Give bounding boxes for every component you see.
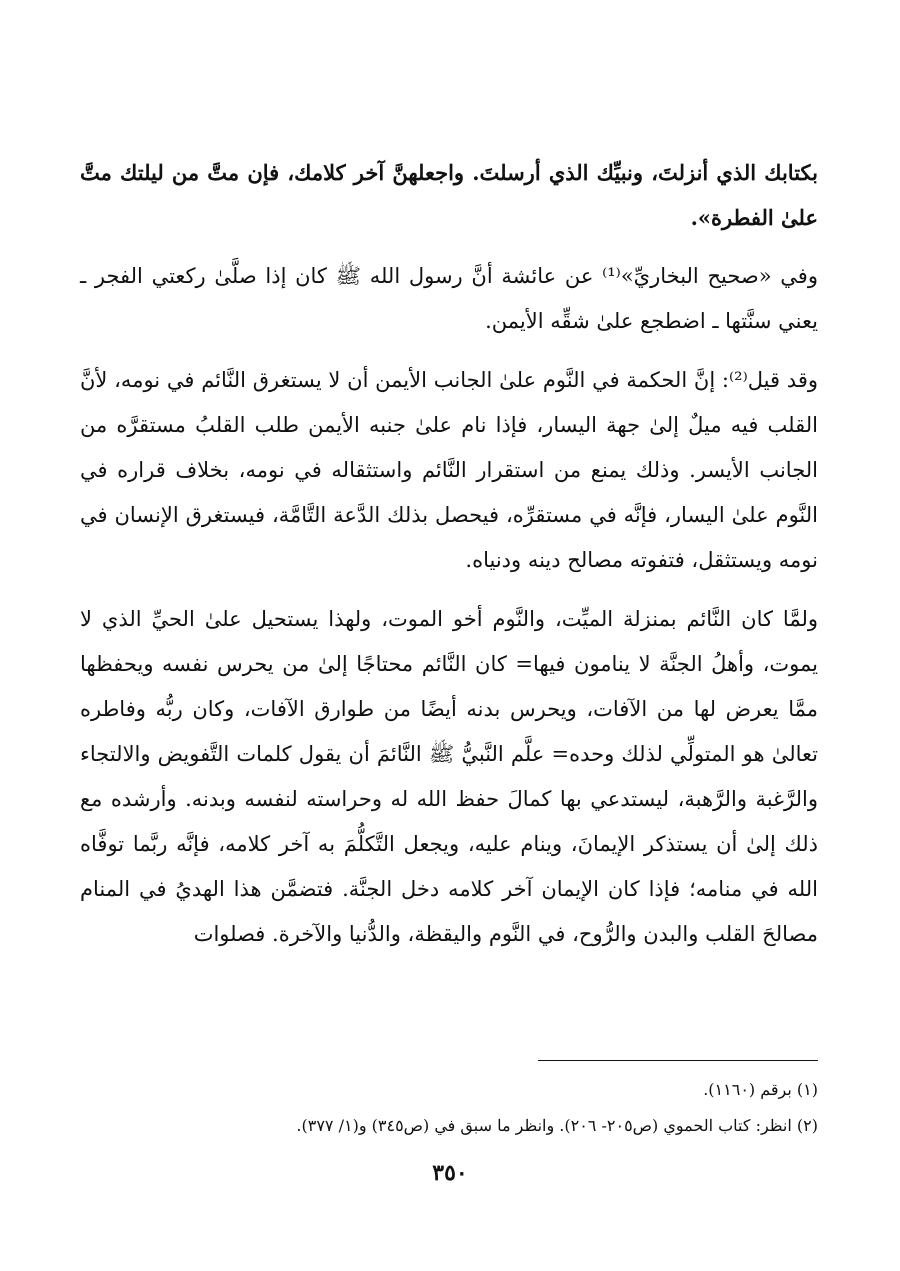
page-body [80,150,818,957]
paragraph-3: وقد قيل⁽²⁾: إنَّ الحكمة في النَّوم علىٰ الجانب الأيمن أن لا يستغرق النَّائم في نومه، لأنَّ القلب فيه ميلٌ إلىٰ جهة اليسار، فإذا نام علىٰ جنبه الأيمن طلب القلبُ مستقرَّه من الجانب الأيسر. وذلك يمنع من استقرار النَّائم واستثقاله في نومه، بخلاف قراره في النَّوم علىٰ اليسار، فإنَّه في مستقرِّه، فيحصل بذلك الدَّعة التَّامَّة، فيستغرق الإنسان في نومه ويستثقل، فتفوته مصالح دينه ودنياه. [80,368,818,572]
paragraph-2: وفي «صحيح البخاريِّ»⁽¹⁾ عن عائشة أنَّ رسول الله ﷺ كان إذا صلَّىٰ ركعتي الفجر ـ يعني سنَّتها ـ اضطجع علىٰ شقِّه الأيمن. [80,264,818,333]
page-number: ٣٥٠ [432,1160,468,1186]
paragraph-4: ولمَّا كان النَّائم بمنزلة الميِّت، والنَّوم أخو الموت، ولهذا يستحيل علىٰ الحيِّ الذي لا يموت، وأهلُ الجنَّة لا ينامون فيها= كان النَّائم محتاجًا إلىٰ من يحرس نفسه ويحفظها ممَّا يعرض لها من الآفات، ويحرس بدنه أيضًا من طوارق الآفات، وكان ربُّه وفاطره تعالىٰ هو المتولِّي لذلك وحده= علَّم النَّبيُّ ﷺ النَّائمَ أن يقول كلمات التَّفويض والالتجاء والرَّغبة والرَّهبة، ليستدعي بها كمالَ حفظ الله له وحراسته لنفسه وبدنه. وأرشده مع ذلك إلىٰ أن يستذكر الإيمانَ، وينام عليه، ويجعل التَّكلُّمَ به آخر كلامه، فإنَّه ربَّما توفَّاه الله في منامه؛ فإذا كان الإيمان آخر كلامه دخل الجنَّة. فتضمَّن هذا الهديُ في المنام مصالحَ القلب والبدن والرُّوح، في النَّوم واليقظة، والدُّنيا والآخرة. فصلوات [80,607,819,946]
footnotes [80,1072,818,1144]
footnote-1: (١) برقم (١١٦٠). [703,1080,818,1099]
footnote-divider [538,1060,818,1061]
paragraph-1: بكتابك الذي أنزلتَ، ونبيِّك الذي أرسلتَ. واجعلهنَّ آخر كلامك، فإن متَّ من ليلتك متَّ علىٰ الفطرة». [80,160,818,230]
footnote-2: (٢) انظر: كتاب الحموي (ص٢٠٥- ٢٠٦). وانظر ما سبق في (ص٣٤٥) و(١/ ٣٧٧). [296,1116,818,1135]
